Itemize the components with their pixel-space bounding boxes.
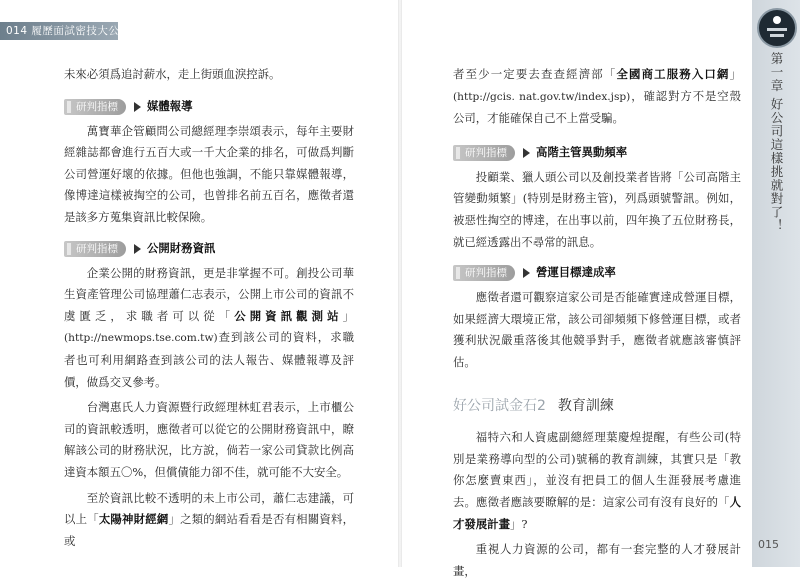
right-paragraph-4: 重視人力資源的公司，都有一套完整的人才發展計畫， <box>453 542 741 578</box>
indicator-tag: 研判指標 <box>453 265 515 281</box>
indicator-tag: 研判指標 <box>453 145 515 161</box>
right-paragraph-2: 應徵者還可觀察這家公司是否能確實達成營運目標，如果經濟大環境正常，該公司卻頻頻下修營運目標，或者獲利狀況嚴重落後其他競爭對手，應徵者就應該審慎評估。 <box>453 290 741 369</box>
section-label: 好公司試金石2 <box>453 397 546 414</box>
url-text: (http://gcis. nat.gov.tw/index.jsp) <box>453 90 631 103</box>
right-paragraph-1: 投顧業、獵人頭公司以及創投業者皆將「公司高階主管變動頻繁」(特別是財務主管)，列爲頭號警訊。例如，被惡性掏空的博達，在出事以前，四年換了五位財務長，就已經透露出不尋常的訊息。 <box>453 169 741 249</box>
arrow-right-icon <box>134 244 141 254</box>
right-paragraph-3: 福特六和人資處副總經理葉慶煌提醒，有些公司(特別是業務導向型的公司)號稱的教育訓練，其實只是「教你怎麼賣東西」，並沒有把員工的個人生涯發展考慮進去。應徵者應該要瞭解的是：這家公司有沒有良好的「人才發展計畫」? <box>453 430 741 531</box>
indicator-target-achievement <box>453 264 741 282</box>
indicator-title: 公開財務資訊 <box>147 240 216 255</box>
right-page-column <box>453 62 741 582</box>
indicator-executive-turnover <box>453 144 741 162</box>
right-paragraph-0: 者至少一定要去查查經濟部「全國商工服務入口網」(http://gcis. nat.gov.tw/index.jsp)，確認對方不是空殼公司，才能確保自己不上當受騙。 <box>453 67 741 126</box>
left-page-column <box>64 62 354 552</box>
left-paragraph-2: 企業公開的財務資訊，更是非掌握不可。創投公司華生資產管理公司協理蕭仁志表示，公開上市公司的資訊不虞匱乏，求職者可以從「公開資訊觀測站」(http://newmops.tse.com.tw)查到該公司的資料，求職者也可利用網路查到該公司的法人報告、媒體報導及評價，做爲交叉參考。 <box>64 265 354 389</box>
url-text: (http://newmops.tse.com.tw) <box>64 332 218 345</box>
left-paragraph-4: 至於資訊比較不透明的未上市公司，蕭仁志建議，可以上「太陽神財經網」之類的網站看看是否有相關資料，或 <box>64 490 354 548</box>
header-title: 014 履歷面試密技大公開 <box>6 25 131 37</box>
indicator-title: 媒體報導 <box>147 98 193 113</box>
highlight-term: 人才發展計畫 <box>453 494 741 531</box>
highlight-term: 太陽神財經網 <box>98 512 169 527</box>
indicator-title: 營運目標達成率 <box>536 265 616 280</box>
indicator-title: 高階主管異動頻率 <box>536 144 628 159</box>
page-number: 015 <box>758 538 779 551</box>
section-title: 教育訓練 <box>557 397 614 414</box>
left-paragraph-0: 未來必須爲追討薪水，走上街頭血淚控訴。 <box>64 67 281 81</box>
indicator-media <box>64 98 354 116</box>
book-logo-icon <box>757 8 797 48</box>
book-gutter <box>398 0 402 567</box>
highlight-term: 公開資訊觀測站 <box>234 308 343 323</box>
left-paragraph-1: 萬寶華企管顧問公司總經理李崇頌表示，每年主要財經雜誌都會進行五百大或一千大企業的排名，可做爲判斷公司營運好壞的依據。但他也強調，不能只靠媒體報導，像博達這樣被掏空的公司，也曾排名前五百名，應徵者還是該多方蒐集資訊比較保險。 <box>64 123 354 224</box>
highlight-term: 全國商工服務入口網 <box>616 67 730 81</box>
section-heading <box>453 396 741 418</box>
left-paragraph-3: 台灣惠氏人力資源暨行政經理林虹君表示，上市櫃公司的資訊較透明，應徵者可以從它的公開財務資訊中，瞭解該公司的財務狀況，比方說，倘若一家公司貸款比例高達資本額五〇%，但償債能力卻不佳，就可能不大安全。 <box>64 400 354 479</box>
indicator-financial <box>64 240 354 258</box>
arrow-right-icon <box>134 102 141 112</box>
indicator-tag: 研判指標 <box>64 241 126 257</box>
indicator-tag: 研判指標 <box>64 99 126 115</box>
arrow-right-icon <box>523 268 530 278</box>
arrow-right-icon <box>523 148 530 158</box>
chapter-title: 第一章 好公司這樣挑就對了！ <box>769 52 784 233</box>
